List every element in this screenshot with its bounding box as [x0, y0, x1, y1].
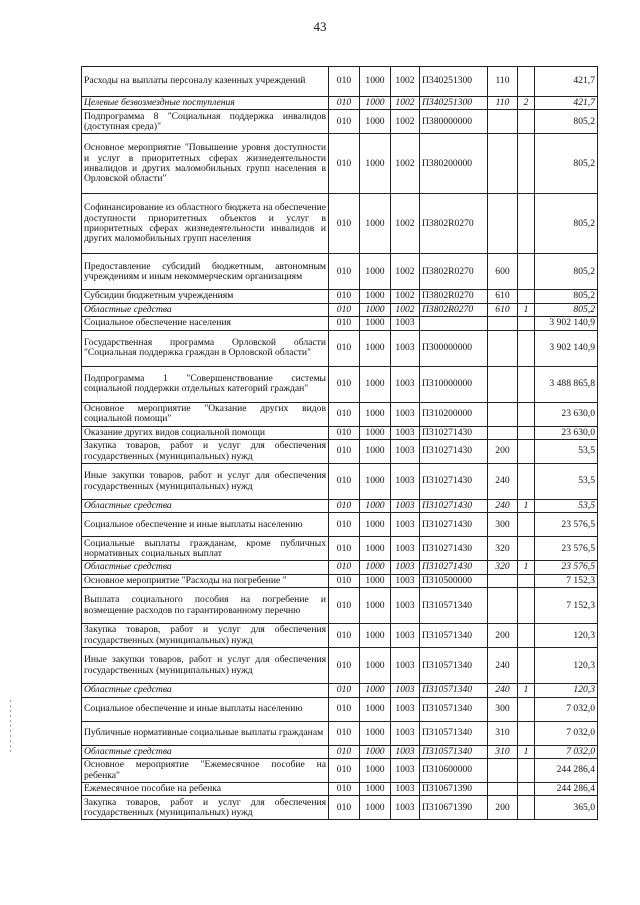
amount-cell: 120,3 [535, 684, 598, 697]
section-code-cell: 1000 [360, 721, 391, 745]
ministry-code-cell: 010 [329, 684, 360, 697]
target-article-cell: П340251300 [420, 97, 488, 110]
amount-cell: 805,2 [535, 194, 598, 254]
amount-cell: 805,2 [535, 290, 598, 303]
table-row [82, 303, 598, 316]
ministry-code-cell: 010 [329, 317, 360, 330]
subsection-code-cell: 1003 [391, 366, 420, 402]
section-code-cell: 1000 [360, 561, 391, 574]
expense-type-cell [488, 759, 518, 783]
funding-source-cell [518, 513, 535, 537]
subsection-code-cell: 1003 [391, 464, 420, 500]
row-name-cell: Социальное обеспечение и иные выплаты населению [82, 513, 329, 537]
amount-cell: 7 032,0 [535, 721, 598, 745]
expense-type-cell [488, 110, 518, 134]
row-name-cell: Областные средства [82, 303, 329, 316]
expense-type-cell: 320 [488, 537, 518, 561]
expense-type-cell [488, 426, 518, 439]
ministry-code-cell: 010 [329, 574, 360, 587]
section-code-cell: 1000 [360, 574, 391, 587]
section-code-cell: 1000 [360, 684, 391, 697]
row-name-cell: Оказание других видов социальной помощи [82, 426, 329, 439]
section-code-cell: 1000 [360, 290, 391, 303]
amount-cell: 53,5 [535, 440, 598, 464]
table-row [82, 134, 598, 194]
subsection-code-cell: 1003 [391, 721, 420, 745]
expense-type-cell [488, 134, 518, 194]
table-row [82, 796, 598, 820]
ministry-code-cell: 010 [329, 330, 360, 366]
amount-cell: 805,2 [535, 303, 598, 316]
target-article-cell: П310571340 [420, 648, 488, 684]
subsection-code-cell: 1003 [391, 796, 420, 820]
subsection-code-cell: 1003 [391, 513, 420, 537]
section-code-cell: 1000 [360, 426, 391, 439]
amount-cell: 7 152,3 [535, 588, 598, 624]
target-article-cell: П310271430 [420, 537, 488, 561]
section-code-cell: 1000 [360, 697, 391, 721]
funding-source-cell [518, 574, 535, 587]
funding-source-cell [518, 134, 535, 194]
section-code-cell: 1000 [360, 134, 391, 194]
subsection-code-cell: 1003 [391, 759, 420, 783]
ministry-code-cell: 010 [329, 426, 360, 439]
funding-source-cell [518, 317, 535, 330]
table-row [82, 537, 598, 561]
subsection-code-cell: 1003 [391, 426, 420, 439]
subsection-code-cell: 1003 [391, 330, 420, 366]
amount-cell: 7 032,0 [535, 697, 598, 721]
table-row [82, 513, 598, 537]
row-name-cell: Основное мероприятие "Ежемесячное пособие на ребенка" [82, 759, 329, 783]
ministry-code-cell: 010 [329, 290, 360, 303]
table-row [82, 317, 598, 330]
amount-cell: 53,5 [535, 464, 598, 500]
ministry-code-cell: 010 [329, 440, 360, 464]
amount-cell: 3 488 865,8 [535, 366, 598, 402]
target-article-cell: П310271430 [420, 513, 488, 537]
row-name-cell: Выплата социального пособия на погребение и возмещение расходов по гарантированному перечню [82, 588, 329, 624]
section-code-cell: 1000 [360, 67, 391, 97]
target-article-cell: П310271430 [420, 440, 488, 464]
expense-type-cell: 310 [488, 721, 518, 745]
target-article-cell: П380000000 [420, 110, 488, 134]
funding-source-cell [518, 254, 535, 290]
table-row [82, 440, 598, 464]
funding-source-cell [518, 796, 535, 820]
target-article-cell: П310271430 [420, 561, 488, 574]
amount-cell: 23 576,5 [535, 561, 598, 574]
table-row [82, 194, 598, 254]
ministry-code-cell: 010 [329, 721, 360, 745]
funding-source-cell: 1 [518, 684, 535, 697]
target-article-cell: П3802R0270 [420, 303, 488, 316]
amount-cell: 365,0 [535, 796, 598, 820]
amount-cell: 3 902 140,9 [535, 330, 598, 366]
funding-source-cell [518, 440, 535, 464]
ministry-code-cell: 010 [329, 366, 360, 402]
ministry-code-cell: 010 [329, 134, 360, 194]
section-code-cell: 1000 [360, 759, 391, 783]
funding-source-cell: 1 [518, 500, 535, 513]
target-article-cell: П310571340 [420, 624, 488, 648]
row-name-cell: Иные закупки товаров, работ и услуг для обеспечения государственных (муниципальных) нужд [82, 648, 329, 684]
expense-type-cell [488, 330, 518, 366]
row-name-cell: Социальные выплаты гражданам, кроме публичных нормативных социальных выплат [82, 537, 329, 561]
table-row [82, 588, 598, 624]
row-name-cell: Целевые безвозмездные поступления [82, 97, 329, 110]
amount-cell: 805,2 [535, 134, 598, 194]
section-code-cell: 1000 [360, 194, 391, 254]
expense-type-cell: 200 [488, 796, 518, 820]
amount-cell: 53,5 [535, 500, 598, 513]
amount-cell: 23 576,5 [535, 513, 598, 537]
target-article-cell: П310271430 [420, 464, 488, 500]
ministry-code-cell: 010 [329, 402, 360, 426]
target-article-cell: П310571340 [420, 745, 488, 758]
table-row [82, 464, 598, 500]
table-row [82, 366, 598, 402]
ministry-code-cell: 010 [329, 745, 360, 758]
row-name-cell: Областные средства [82, 500, 329, 513]
section-code-cell: 1000 [360, 537, 391, 561]
ministry-code-cell: 010 [329, 588, 360, 624]
subsection-code-cell: 1003 [391, 624, 420, 648]
subsection-code-cell: 1002 [391, 110, 420, 134]
target-article-cell: П310571340 [420, 721, 488, 745]
ministry-code-cell: 010 [329, 254, 360, 290]
ministry-code-cell: 010 [329, 648, 360, 684]
expense-type-cell: 110 [488, 67, 518, 97]
section-code-cell: 1000 [360, 97, 391, 110]
table-row [82, 254, 598, 290]
budget-table [81, 66, 598, 820]
subsection-code-cell: 1003 [391, 561, 420, 574]
section-code-cell: 1000 [360, 110, 391, 134]
funding-source-cell [518, 537, 535, 561]
funding-source-cell [518, 464, 535, 500]
table-row [82, 402, 598, 426]
target-article-cell: П310671390 [420, 783, 488, 796]
subsection-code-cell: 1002 [391, 290, 420, 303]
expense-type-cell: 320 [488, 561, 518, 574]
expense-type-cell [488, 783, 518, 796]
section-code-cell: 1000 [360, 254, 391, 290]
amount-cell: 244 286,4 [535, 783, 598, 796]
ministry-code-cell: 010 [329, 537, 360, 561]
expense-type-cell: 240 [488, 684, 518, 697]
amount-cell: 421,7 [535, 97, 598, 110]
row-name-cell: Областные средства [82, 561, 329, 574]
section-code-cell: 1000 [360, 624, 391, 648]
target-article-cell [420, 317, 488, 330]
target-article-cell: П380200000 [420, 134, 488, 194]
target-article-cell: П310571340 [420, 588, 488, 624]
section-code-cell: 1000 [360, 366, 391, 402]
section-code-cell: 1000 [360, 796, 391, 820]
budget-table-body [82, 67, 598, 820]
amount-cell: 7 152,3 [535, 574, 598, 587]
expense-type-cell: 240 [488, 500, 518, 513]
expense-type-cell: 200 [488, 440, 518, 464]
table-row [82, 684, 598, 697]
ministry-code-cell: 010 [329, 67, 360, 97]
table-row [82, 648, 598, 684]
target-article-cell: П3802R0270 [420, 290, 488, 303]
row-name-cell: Расходы на выплаты персоналу казенных учреждений [82, 67, 329, 97]
table-row [82, 97, 598, 110]
table-row [82, 574, 598, 587]
ministry-code-cell: 010 [329, 464, 360, 500]
subsection-code-cell: 1002 [391, 134, 420, 194]
row-name-cell: Софинансирование из областного бюджета на обеспечение доступности приоритетных объектов и услуг в приоритетных сферах жизнедеятельности инвалидов и других маломобильных групп населения [82, 194, 329, 254]
row-name-cell: Основное мероприятие "Оказание других видов социальной помощи" [82, 402, 329, 426]
expense-type-cell: 600 [488, 254, 518, 290]
target-article-cell: П310571340 [420, 697, 488, 721]
table-row [82, 500, 598, 513]
section-code-cell: 1000 [360, 783, 391, 796]
amount-cell: 244 286,4 [535, 759, 598, 783]
funding-source-cell [518, 110, 535, 134]
funding-source-cell: 1 [518, 561, 535, 574]
expense-type-cell: 200 [488, 624, 518, 648]
subsection-code-cell: 1003 [391, 537, 420, 561]
expense-type-cell [488, 402, 518, 426]
amount-cell: 120,3 [535, 624, 598, 648]
target-article-cell: П3802R0270 [420, 254, 488, 290]
row-name-cell: Социальное обеспечение населения [82, 317, 329, 330]
target-article-cell: П310671390 [420, 796, 488, 820]
expense-type-cell: 110 [488, 97, 518, 110]
expense-type-cell: 300 [488, 513, 518, 537]
ministry-code-cell: 010 [329, 796, 360, 820]
table-row [82, 67, 598, 97]
table-row [82, 290, 598, 303]
section-code-cell: 1000 [360, 330, 391, 366]
row-name-cell: Областные средства [82, 684, 329, 697]
funding-source-cell [518, 67, 535, 97]
amount-cell: 805,2 [535, 110, 598, 134]
expense-type-cell: 610 [488, 303, 518, 316]
section-code-cell: 1000 [360, 513, 391, 537]
row-name-cell: Основное мероприятие "Расходы на погребение " [82, 574, 329, 587]
amount-cell: 805,2 [535, 254, 598, 290]
funding-source-cell [518, 426, 535, 439]
row-name-cell: Закупка товаров, работ и услуг для обеспечения государственных (муниципальных) нужд [82, 440, 329, 464]
funding-source-cell: 2 [518, 97, 535, 110]
row-name-cell: Публичные нормативные социальные выплаты гражданам [82, 721, 329, 745]
subsection-code-cell: 1003 [391, 317, 420, 330]
amount-cell: 23 630,0 [535, 426, 598, 439]
amount-cell: 3 902 140,9 [535, 317, 598, 330]
table-row [82, 697, 598, 721]
funding-source-cell [518, 648, 535, 684]
row-name-cell: Социальное обеспечение и иные выплаты населению [82, 697, 329, 721]
funding-source-cell [518, 402, 535, 426]
funding-source-cell [518, 194, 535, 254]
funding-source-cell [518, 759, 535, 783]
section-code-cell: 1000 [360, 402, 391, 426]
amount-cell: 120,3 [535, 648, 598, 684]
target-article-cell: П340251300 [420, 67, 488, 97]
subsection-code-cell: 1003 [391, 588, 420, 624]
ministry-code-cell: 010 [329, 303, 360, 316]
section-code-cell: 1000 [360, 588, 391, 624]
row-name-cell: Закупка товаров, работ и услуг для обеспечения государственных (муниципальных) нужд [82, 796, 329, 820]
funding-source-cell [518, 783, 535, 796]
subsection-code-cell: 1002 [391, 303, 420, 316]
amount-cell: 23 630,0 [535, 402, 598, 426]
subsection-code-cell: 1003 [391, 783, 420, 796]
section-code-cell: 1000 [360, 317, 391, 330]
subsection-code-cell: 1002 [391, 194, 420, 254]
ministry-code-cell: 010 [329, 697, 360, 721]
funding-source-cell: 1 [518, 303, 535, 316]
row-name-cell: Основное мероприятие "Повышение уровня доступности и услуг в приоритетных сферах жизнедеятельности инвалидов и других маломобильных групп населения в Орловской области" [82, 134, 329, 194]
target-article-cell: П310000000 [420, 366, 488, 402]
amount-cell: 7 032,0 [535, 745, 598, 758]
table-row [82, 561, 598, 574]
ministry-code-cell: 010 [329, 759, 360, 783]
target-article-cell: П310571340 [420, 684, 488, 697]
ministry-code-cell: 010 [329, 194, 360, 254]
funding-source-cell: 1 [518, 745, 535, 758]
section-code-cell: 1000 [360, 303, 391, 316]
ministry-code-cell: 010 [329, 97, 360, 110]
subsection-code-cell: 1002 [391, 67, 420, 97]
subsection-code-cell: 1002 [391, 97, 420, 110]
row-name-cell: Областные средства [82, 745, 329, 758]
table-row [82, 783, 598, 796]
subsection-code-cell: 1003 [391, 648, 420, 684]
target-article-cell: П3802R0270 [420, 194, 488, 254]
table-row [82, 721, 598, 745]
row-name-cell: Предоставление субсидий бюджетным, автономным учреждениям и иным некоммерческим организациям [82, 254, 329, 290]
margin-mark [10, 700, 11, 755]
ministry-code-cell: 010 [329, 783, 360, 796]
row-name-cell: Подпрограмма 1 "Совершенствование системы социальной поддержки отдельных категорий граждан" [82, 366, 329, 402]
table-row [82, 745, 598, 758]
row-name-cell: Подпрограмма 8 "Социальная поддержка инвалидов (доступная среда)" [82, 110, 329, 134]
expense-type-cell: 240 [488, 648, 518, 684]
row-name-cell: Иные закупки товаров, работ и услуг для обеспечения государственных (муниципальных) нужд [82, 464, 329, 500]
expense-type-cell [488, 317, 518, 330]
expense-type-cell: 240 [488, 464, 518, 500]
row-name-cell: Государственная программа Орловской области "Социальная поддержка граждан в Орловской области" [82, 330, 329, 366]
section-code-cell: 1000 [360, 500, 391, 513]
row-name-cell: Субсидии бюджетным учреждениям [82, 290, 329, 303]
subsection-code-cell: 1003 [391, 745, 420, 758]
section-code-cell: 1000 [360, 440, 391, 464]
expense-type-cell: 310 [488, 745, 518, 758]
funding-source-cell [518, 624, 535, 648]
subsection-code-cell: 1003 [391, 440, 420, 464]
section-code-cell: 1000 [360, 745, 391, 758]
target-article-cell: П310500000 [420, 574, 488, 587]
amount-cell: 23 576,5 [535, 537, 598, 561]
target-article-cell: П310600000 [420, 759, 488, 783]
row-name-cell: Ежемесячное пособие на ребенка [82, 783, 329, 796]
ministry-code-cell: 010 [329, 624, 360, 648]
section-code-cell: 1000 [360, 648, 391, 684]
ministry-code-cell: 010 [329, 513, 360, 537]
funding-source-cell [518, 721, 535, 745]
target-article-cell: П310271430 [420, 500, 488, 513]
table-row [82, 110, 598, 134]
subsection-code-cell: 1003 [391, 697, 420, 721]
table-row [82, 624, 598, 648]
table-row [82, 330, 598, 366]
expense-type-cell [488, 366, 518, 402]
target-article-cell: П310200000 [420, 402, 488, 426]
ministry-code-cell: 010 [329, 110, 360, 134]
row-name-cell: Закупка товаров, работ и услуг для обеспечения государственных (муниципальных) нужд [82, 624, 329, 648]
funding-source-cell [518, 588, 535, 624]
target-article-cell: П310271430 [420, 426, 488, 439]
ministry-code-cell: 010 [329, 561, 360, 574]
expense-type-cell [488, 194, 518, 254]
funding-source-cell [518, 697, 535, 721]
subsection-code-cell: 1002 [391, 254, 420, 290]
funding-source-cell [518, 290, 535, 303]
expense-type-cell [488, 574, 518, 587]
table-row [82, 426, 598, 439]
section-code-cell: 1000 [360, 464, 391, 500]
expense-type-cell [488, 588, 518, 624]
expense-type-cell: 610 [488, 290, 518, 303]
target-article-cell: П300000000 [420, 330, 488, 366]
amount-cell: 421,7 [535, 67, 598, 97]
funding-source-cell [518, 330, 535, 366]
subsection-code-cell: 1003 [391, 402, 420, 426]
table-row [82, 759, 598, 783]
subsection-code-cell: 1003 [391, 574, 420, 587]
subsection-code-cell: 1003 [391, 684, 420, 697]
page-number: 43 [313, 19, 327, 34]
subsection-code-cell: 1003 [391, 500, 420, 513]
ministry-code-cell: 010 [329, 500, 360, 513]
expense-type-cell: 300 [488, 697, 518, 721]
funding-source-cell [518, 366, 535, 402]
